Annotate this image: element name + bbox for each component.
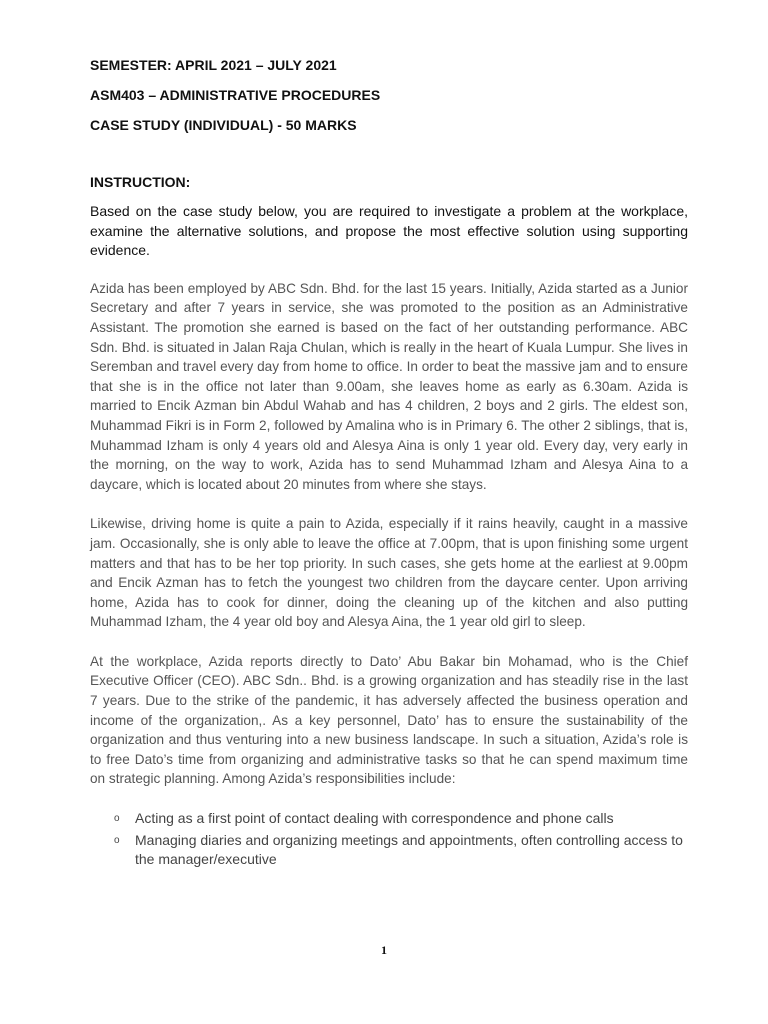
- document-page: [90, 56, 688, 872]
- page-number: 1: [381, 943, 387, 957]
- instruction-heading: INSTRUCTION:: [90, 174, 191, 190]
- semester-heading: SEMESTER: APRIL 2021 – JULY 2021: [90, 57, 337, 73]
- responsibility-text: Acting as a first point of contact dealing with correspondence and phone calls: [135, 810, 614, 827]
- list-item: [114, 809, 688, 829]
- case-paragraph-2: Likewise, driving home is quite a pain to Azida, especially if it rains heavily, caught in a massive jam. Occasionally, she is only able to leave the office at 7.00pm, that is upon finishing some urgent matters and that has to be her top priority. In such cases, she gets home at the earliest at 9.00pm and Encik Azman has to fetch the youngest two children from the daycare center. Upon arriving home, Azida has to cook for dinner, doing the cleaning up of the kitchen and also putting Muhammad Izham, the 4 year old boy and Alesya Aina, the 1 year old girl to sleep.: [90, 516, 688, 630]
- responsibilities-list: [90, 809, 688, 870]
- circle-bullet-icon: o: [114, 834, 120, 846]
- circle-bullet-icon: o: [114, 813, 120, 825]
- responsibility-text: Managing diaries and organizing meetings and appointments, often controlling access to the manager/executive: [135, 831, 683, 868]
- course-heading: ASM403 – ADMINISTRATIVE PROCEDURES: [90, 87, 381, 103]
- list-item: [114, 831, 688, 870]
- case-paragraph-3: At the workplace, Azida reports directly to Dato’ Abu Bakar bin Mohamad, who is the Chief Executive Officer (CEO). ABC Sdn.. Bhd. is a growing organization and has steadily rise in the last 7 years. Due to the strike of the pandemic, it has adversely affected the business operation and income of the organization,. As a key personnel, Dato’ has to ensure the sustainability of the organization and thus venturing into a new business landscape. In such a situation, Azida’s role is to free Dato’s time from organizing and administrative tasks so that he can spend maximum time on strategic planning. Among Azida’s responsibilities include:: [90, 653, 688, 787]
- assessment-heading: CASE STUDY (INDIVIDUAL) - 50 MARKS: [90, 117, 357, 133]
- case-paragraph-1: Azida has been employed by ABC Sdn. Bhd. for the last 15 years. Initially, Azida started as a Junior Secretary and after 7 years in service, she was promoted to the position as an Administrative Assistant. The promotion she earned is based on the fact of her outstanding performance. ABC Sdn. Bhd. is situated in Jalan Raja Chulan, which is really in the heart of Kuala Lumpur. She lives in Seremban and travel every day from home to office. In order to beat the massive jam and to ensure that she is in the office not later than 9.00am, she leaves home as early as 6.30am. Azida is married to Encik Azman bin Abdul Wahab and has 4 children, 2 boys and 2 girls. The eldest son, Muhammad Fikri is in Form 2, followed by Amalina who is in Primary 6. The other 2 siblings, that is, Muhammad Izham is only 4 years old and Alesya Aina is only 1 year old. Every day, very early in the morning, on the way to work, Azida has to send Muhammad Izham and Alesya Aina to a daycare, which is located about 20 minutes from where she stays.: [90, 280, 688, 492]
- instruction-text: Based on the case study below, you are required to investigate a problem at the workplace, examine the alternative solutions, and propose the most effective solution using supporting evidence.: [90, 203, 688, 259]
